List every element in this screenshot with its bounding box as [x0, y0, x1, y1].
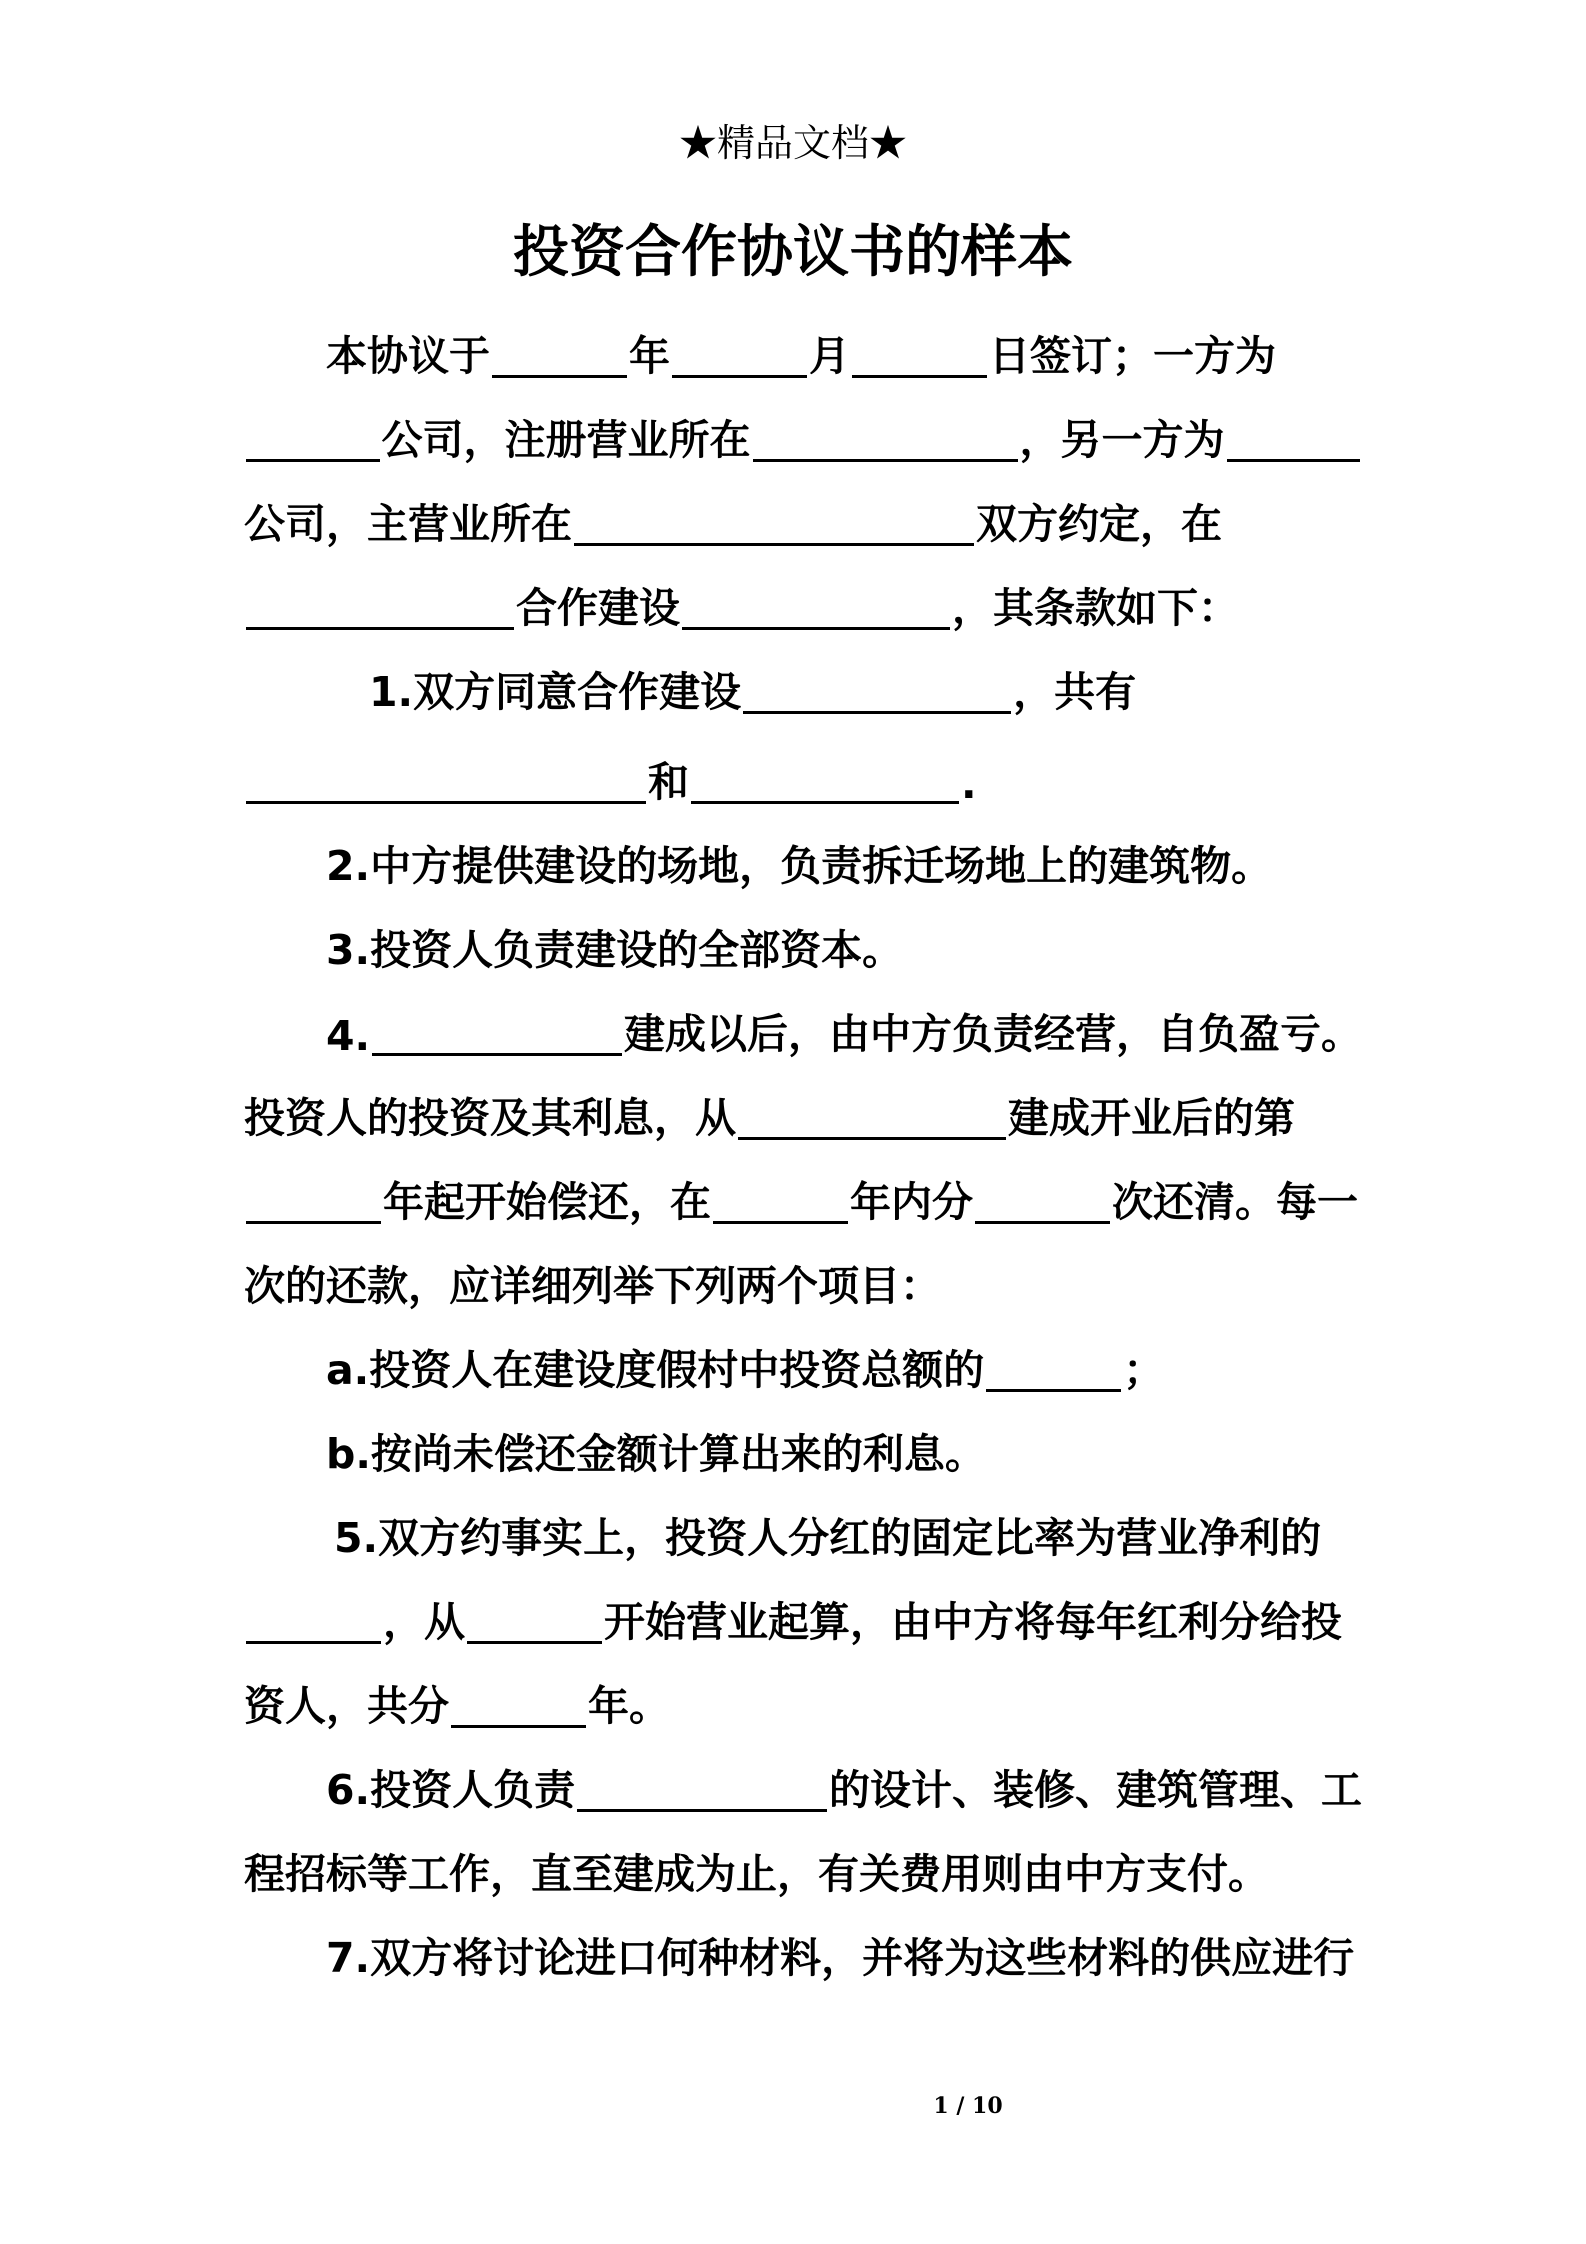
blank-field	[467, 1597, 602, 1644]
blank-field	[672, 331, 807, 378]
blank-field	[246, 1597, 381, 1644]
blank-field	[574, 499, 974, 546]
paragraph-line: 4. 建成以后，由中方负责经营，自负盈亏。	[326, 1010, 1362, 1060]
paragraph-line: 合作建设 ，其条款如下：	[244, 570, 1362, 634]
blank-field	[577, 1765, 827, 1812]
paragraph-line: 资人，共分 年。	[244, 1682, 670, 1730]
blank-field	[986, 1345, 1121, 1392]
paragraph-line: 年起开始偿还，在 年内分 次还清。每一	[244, 1164, 1362, 1228]
blank-field	[246, 583, 514, 630]
paragraph-line: ，从 开始营业起算，由中方将每年红利分给投	[244, 1584, 1362, 1648]
blank-field	[713, 1177, 848, 1224]
blank-field	[743, 667, 1011, 714]
paragraph-line: 本协议于 年 月 日签订；一方为	[326, 332, 1276, 380]
paragraph-line: 7.双方将讨论进口何种材料，并将为这些材料的供应进行	[326, 1934, 1355, 1982]
paragraph-line: 次的还款，应详细列举下列两个项目：	[244, 1262, 941, 1310]
blank-field	[246, 757, 646, 804]
blank-field	[451, 1681, 586, 1728]
blank-field	[975, 1177, 1110, 1224]
paragraph-line: 公司，主营业所在 双方约定，在	[244, 500, 1222, 548]
blank-field	[852, 331, 987, 378]
document-title: 投资合作协议书的样本	[513, 220, 1073, 285]
paragraph-line: 2.中方提供建设的场地，负责拆迁场地上的建筑物。	[326, 842, 1273, 890]
paragraph-line: b.按尚未偿还金额计算出来的利息。	[326, 1430, 986, 1478]
blank-field	[372, 1009, 622, 1056]
blank-field	[691, 757, 959, 804]
paragraph-line: 5.双方约事实上，投资人分红的固定比率为营业净利的	[334, 1514, 1322, 1562]
paragraph-line: 程招标等工作，直至建成为止，有关费用则由中方支付。	[244, 1850, 1269, 1898]
blank-field	[492, 331, 627, 378]
blank-field	[753, 415, 1018, 462]
paragraph-line: 3.投资人负责建设的全部资本。	[326, 926, 904, 974]
paragraph-line: 公司，注册营业所在 ，另一方为	[244, 402, 1362, 466]
header-label: ★精品文档★	[678, 121, 907, 165]
blank-field	[1227, 415, 1361, 462]
paragraph-line: 1.双方同意合作建设 ，共有	[369, 668, 1137, 716]
paragraph-line: a.投资人在建设度假村中投资总额的 ；	[326, 1346, 1165, 1394]
paragraph-line: 投资人的投资及其利息，从 建成开业后的第	[244, 1094, 1295, 1142]
paragraph-line: 6.投资人负责 的设计、装修、建筑管理、工	[326, 1766, 1362, 1814]
blank-field	[682, 583, 950, 630]
blank-field	[246, 1177, 381, 1224]
page-number: 1 / 10	[933, 2093, 1003, 2119]
blank-field	[246, 415, 380, 462]
paragraph-line: 和 .	[244, 744, 1362, 808]
blank-field	[738, 1093, 1006, 1140]
